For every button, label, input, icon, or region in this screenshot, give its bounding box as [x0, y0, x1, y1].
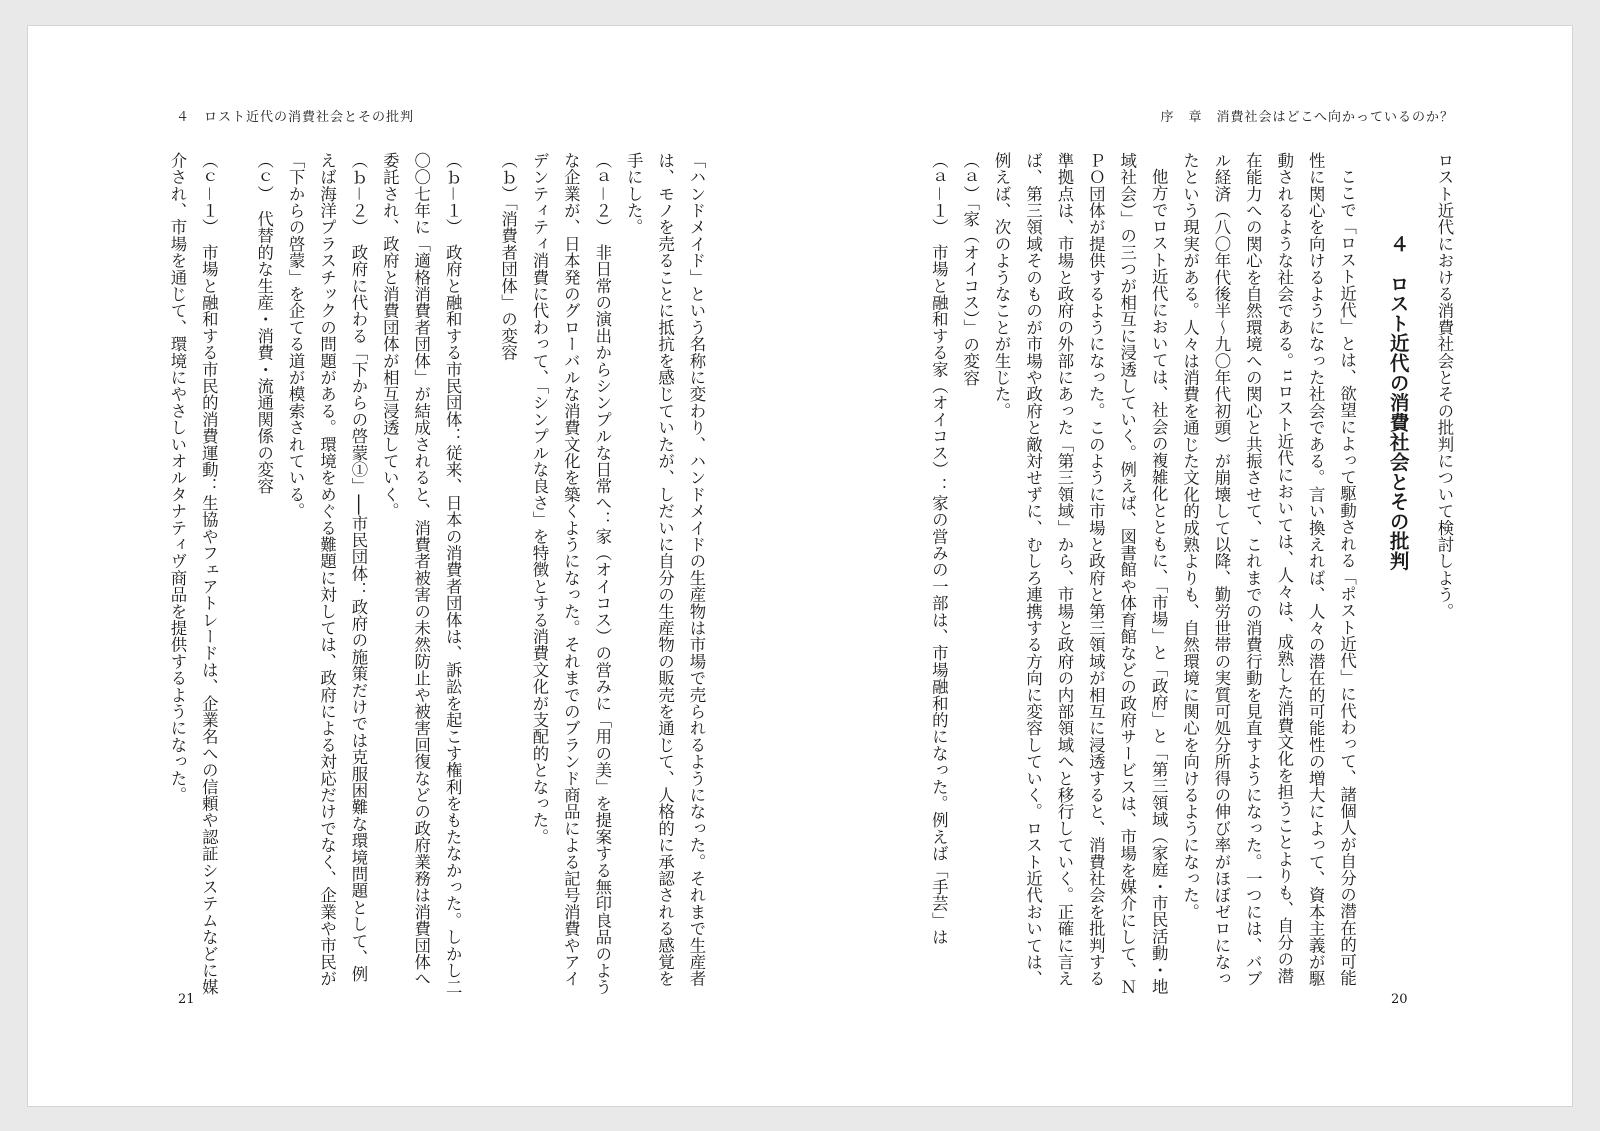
paragraph-2: 他方でロスト近代においては、社会の複雑化とともに、「市場」と「政府」と「第三領域（家庭・市民活動・地域社会）」の三つが相互に浸透していく。例えば、図書館や体育館などの政府サービスは、市場を媒介にして、ＮＰＯ団体が提供するようになった。このように市場と政府と第三領域が相互に浸透すると、消費社会を批判する準拠点は、市場と政府の外部にあった「第三領域」から、市場と政府の内部領域へと移行していく。正確に言えば、第三領域そのものが市場や政府と敵対せずに、むしろ連携する方向に変容していく。ロスト近代おいては、例えば、次のようなことが生じた。: [992, 152, 1169, 996]
item-b1: （ｂ－１） 政府と融和する市民団体：従来、日本の消費者団体は、訴訟を起こす権利をもたなかった。しかし二〇〇七年に「適格消費者団体」が結成されると、消費者被害の未然防止や被害回復などの政府業務は消費団体へ委託され、政府と消費団体が相互浸透していく。: [380, 152, 463, 996]
item-a2: （ａ－２） 非日常の演出からシンプルな日常へ：家（オイコス）の営みに「用の美」を提案する無印良品のような企業が、日本発のグローバルな消費文化を築くようになった。それまでのブランド商品による記号消費やアイデンティティ消費に代わって、「シンプルな良さ」を特徴とする消費文化が支配的となった。: [529, 152, 612, 996]
running-head-left: ４ ロスト近代の消費社会とその批判: [176, 110, 415, 125]
item-a1: （ａ－１） 市場と融和する家（オイコス）：家の営みの一部は、市場融和的になった。例えば「手芸」は: [929, 152, 949, 946]
subheading-c: （ｃ） 代替的な生産・消費・流通関係の変容: [254, 152, 274, 495]
item-c1: （ｃ－１） 市場と融和する市民的消費運動：生協やフェアトレードは、企業名への信頼や認証システムなどに媒介され、市場を通じて、環境にやさしいオルタナティヴ商品を提供するようになった。: [167, 152, 219, 996]
section-heading: ４ ロスト近代の消費社会とその批判: [1386, 234, 1410, 571]
page-number-left: 21: [178, 992, 195, 1007]
paragraph-1: ここで「ロスト近代」とは、欲望によって駆動される「ポスト近代」に代わって、諸個人が自分の潜在的可能性に関心を向けるようになった社会である。言い換えれば、人々の潜在的可能性の増大によって、資本主義が駆動されるような社会である。¹¹ロスト近代においては、人々は、成熟した消費文化を担うことよりも、自分の潜在能力への関心を自然環境への関心と共振させて、これまでの消費行動を見直すようになった。一つには、バブル経済（八〇年代後半～九〇年代初頭）が崩壊して以降、勤労世帯の実質可処分所得の伸び率がほぼゼロになったという現実がある。人々は消費を通じた文化的成熟よりも、自然環境に関心を向けるようになった。: [1180, 152, 1357, 987]
item-a1-continued: 「ハンドメイド」という名称に変わり、ハンドメイドの生産物は市場で売られるようになった。それまで生産者は、モノを売ることに抵抗を感じていたが、しだいに自分の生産物の販売を通じて、人格的に承認される感覚を手にした。: [624, 152, 706, 987]
subheading-a: （ａ）「家（オイコス）」の変容: [960, 152, 980, 387]
running-head-right: 序 章 消費社会はどこへ向かっているのか？: [1160, 110, 1454, 125]
right-page-body: [700, 152, 1460, 998]
item-b2: （ｂ－２） 政府に代わる「下からの啓蒙①」──市民団体：政府の施策だけでは克服困難な環境問題として、例えば海洋プラスチックの問題がある。環境をめぐる難題に対しては、政府による対応だけでなく、企業や市民が「下からの啓蒙」を企てる道が模索されている。: [286, 152, 368, 987]
book-spread: [28, 26, 1572, 1106]
left-page-body: [142, 152, 712, 998]
subheading-b: （ｂ）「消費者団体」の変容: [498, 152, 518, 361]
page-number-right: 20: [1391, 992, 1408, 1007]
lead-line: ロスト近代における消費社会とその批判について検討しよう。: [1435, 152, 1454, 620]
